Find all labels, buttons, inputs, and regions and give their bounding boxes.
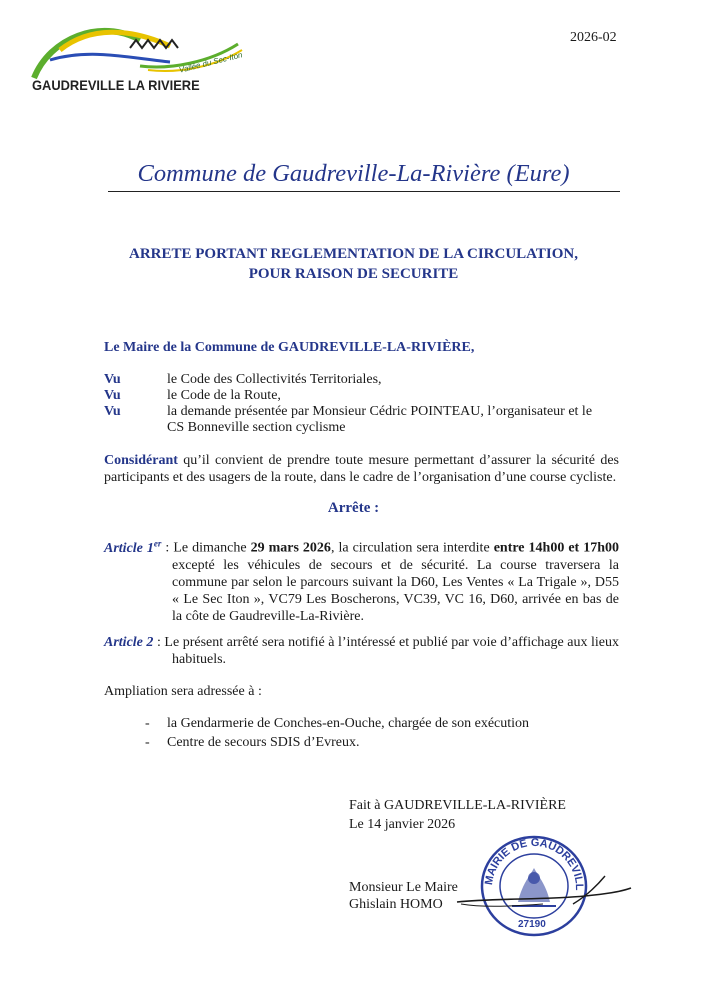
arrete-title-line2: POUR RAISON DE SECURITE: [248, 266, 459, 282]
recipient-item: la Gendarmerie de Conches-en-Ouche, chargée de son exécution: [167, 716, 530, 731]
maire-intro: Le Maire de la Commune de GAUDREVILLE-LA-RIVIÈRE,: [104, 340, 475, 355]
arrete-title-line1: ARRETE PORTANT REGLEMENTATION DE LA CIRCULATION,: [129, 246, 578, 262]
ampliation-intro: Ampliation sera adressée à :: [104, 684, 262, 699]
commune-title: Commune de Gaudreville-La-Rivière (Eure): [137, 160, 570, 187]
arrete-title: [70, 244, 637, 284]
signatory-title: Monsieur Le Maire: [349, 880, 458, 895]
event-hours: entre 14h00 et 17h00: [493, 540, 620, 556]
vu-label: Vu: [104, 388, 121, 403]
document-reference: 2026-02: [570, 30, 617, 45]
signature-date: Le 14 janvier 2026: [349, 817, 456, 832]
considerant-label: Considérant: [104, 453, 178, 468]
considerant-paragraph: [104, 452, 619, 486]
signature-graphic: [455, 868, 635, 918]
vu-label: Vu: [104, 372, 121, 387]
seal-arc-text: MAIRIE DE GAUDREVILL: [482, 836, 586, 891]
article-1-label: Article 1er: [104, 538, 162, 556]
article-1: Article 1er : Le dimanche 29 mars 2026, la circulation sera interdite entre 14h00 et 17h00 excepté les véhicules de secours et de sécurité. La course traversera la commune par selon le parcours suivant la D60, Les Ventes « La Trigale », D55 « Le Sec Iton », VC79 Les Boscherons, VC39, VC 16, D60, arrivée en bas de la côte de Gaudreville-La-Rivière.: [104, 538, 620, 624]
recipient-item: Centre de secours SDIS d’Evreux.: [167, 735, 360, 750]
vu-label: Vu: [104, 404, 121, 419]
vu-item: le Code des Collectivités Territoriales,: [167, 372, 382, 387]
list-dash: -: [145, 735, 150, 750]
commune-logo: [20, 18, 250, 100]
vu-item: le Code de la Route,: [167, 388, 281, 403]
title-underline: [108, 191, 620, 192]
seal-postcode: 27190: [518, 919, 546, 930]
article-2: Article 2 : Le présent arrêté sera notifié à l’intéressé et publié par voie d’affichage aux lieux habituels.: [104, 635, 620, 667]
signatory-name: Ghislain HOMO: [349, 897, 443, 912]
arrete-heading: Arrête :: [327, 500, 380, 516]
handwritten-signature: [455, 868, 635, 918]
article-2-label: Article 2: [104, 635, 154, 650]
list-dash: -: [145, 716, 150, 731]
signature-place: Fait à GAUDREVILLE-LA-RIVIÈRE: [349, 798, 566, 813]
logo-subtitle: Vallée du Sec-Iton: [178, 50, 244, 75]
vu-item: la demande présentée par Monsieur Cédric POINTEAU, l’organisateur et le CS Bonneville section cyclisme: [167, 404, 593, 435]
logo-town-name: GAUDREVILLE LA RIVIERE: [32, 77, 200, 93]
event-date: 29 mars 2026: [250, 540, 331, 556]
considerant-text: qu’il convient de prendre toute mesure permettant d’assurer la sécurité des participants et des usagers de la route, dans le cadre de l’organisation d’une course cycliste.: [104, 453, 619, 485]
